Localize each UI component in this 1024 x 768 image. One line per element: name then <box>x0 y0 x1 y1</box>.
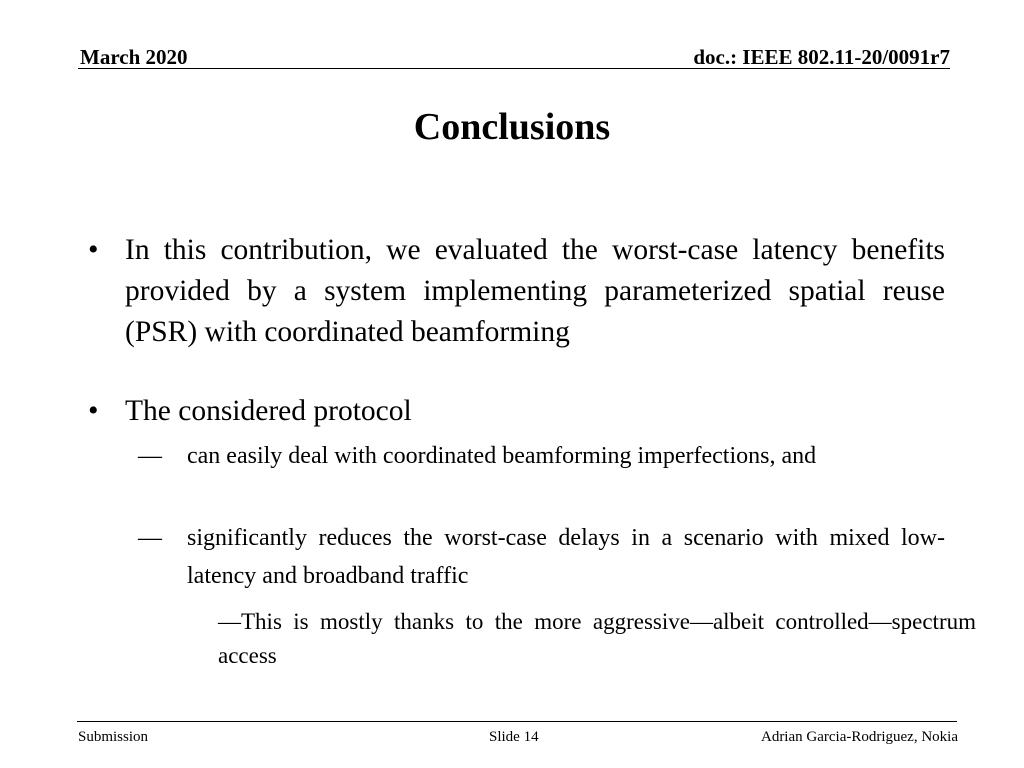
sub-bullet-2-text: significantly reduces the worst-case delays in a scenario with mixed low-latency and broadband traffic <box>187 525 945 589</box>
bullet-1-text: In this contribution, we evaluated the worst-case latency benefits provided by a system implementing parameterized spatial reuse (PSR) with coordinated beamforming <box>125 234 945 348</box>
slide-title: Conclusions <box>413 106 611 148</box>
bullet-marker-1: • <box>88 233 99 266</box>
bullet-2-text: The considered protocol <box>125 395 412 427</box>
bullet-marker-2: • <box>88 394 99 427</box>
footer-divider <box>77 721 957 722</box>
sub-sub-bullet-marker: — <box>218 609 241 634</box>
header-divider <box>78 68 950 69</box>
sub-sub-bullet-1 <box>187 605 976 673</box>
sub-bullet-1-text: can easily deal with coordinated beamforming imperfections, and <box>187 443 817 469</box>
footer-submission: Submission <box>78 729 149 745</box>
footer-slide-number: Slide 14 <box>489 729 539 745</box>
header-date: March 2020 <box>80 45 188 69</box>
sub-bullet-marker-2: — <box>138 525 162 551</box>
sub-sub-bullet-text: This is mostly thanks to the more aggressive—albeit controlled—spectrum access <box>218 609 976 668</box>
sub-bullet-marker-1: — <box>138 443 162 469</box>
footer-author: Adrian Garcia-Rodriguez, Nokia <box>760 729 958 745</box>
header-document-id: doc.: IEEE 802.11-20/0091r7 <box>693 45 950 69</box>
